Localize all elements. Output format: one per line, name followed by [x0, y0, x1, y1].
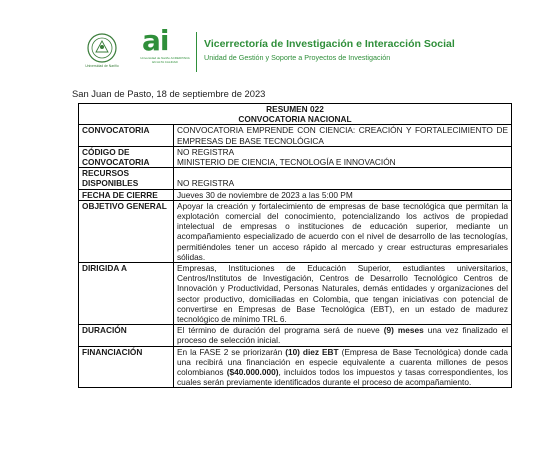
table-row	[79, 346, 512, 388]
table-row	[79, 189, 512, 200]
financiacion-text-c: (Empresa de Base Tecnológica) donde cada una recibirá una financiación en especie equivalente a cuarenta millones de pesos colombianos	[177, 346, 508, 378]
table-row	[79, 168, 512, 189]
financiacion-text-bold-1: (10) diez EBT	[285, 346, 339, 357]
row-value-codigo	[174, 146, 512, 167]
row-label-dirigida: DIRIGIDA A	[79, 263, 174, 325]
ai-logo-caption: Universidad de Nariño ACREDITADA EN ALTA CALIDAD	[140, 56, 190, 64]
duracion-text-a: El término de duración del programa será de nueve	[177, 325, 384, 336]
summary-title-row	[79, 104, 512, 125]
table-row	[79, 200, 512, 262]
row-value-convocatoria: CONVOCATORIA EMPRENDE CON CIENCIA: CREACIÓN Y FORTALECIMIENTO DE EMPRESAS DE BASE TECNOLÓGICA	[174, 125, 512, 146]
university-seal-caption: Universidad de Nariño	[85, 64, 119, 68]
table-row	[79, 325, 512, 346]
row-value-objetivo: Apoyar la creación y fortalecimiento de empresas de base tecnológica que permitan la explotación comercial del conocimiento, potencializando los activos de propiedad intelectual de empresas o instituciones de educación superior, mediante un acompañamiento especializado de acuerdo con el nivel de desarrollo de las tecnologías, permitiéndoles tener un acceso rápido al mercado y crear estructuras empresariales sólidas.	[174, 200, 512, 262]
row-value-dirigida: Empresas, Instituciones de Educación Superior, estudiantes universitarios, Centros/Institutos de Investigación, Centros de Desarrollo Tecnológico Centros de Innovación y Productividad, Personas Naturales, demás entidades y organizaciones del sector productivo, domiciliadas en Colombia, que tengan iniciativas con potencial de convertirse en Empresas de Base Tecnológica (EBT), en un estado de madurez tecnológico de mínimo TRL 6.	[174, 263, 512, 325]
financiacion-text-a: En la FASE 2 se priorizarán	[177, 346, 286, 357]
financiacion-text-e: , incluidos todos los impuestos y tasas correspondientes, los cuales serán previamente identificados durante el proceso de acompañamiento.	[177, 367, 508, 388]
entidad-value: MINISTERIO DE CIENCIA, TECNOLOGÍA E INNOVACIÓN	[177, 157, 396, 168]
institution-title: Vicerrectoría de Investigación e Interacción Social	[204, 38, 455, 50]
row-label-convocatoria: CONVOCATORIA	[79, 125, 174, 146]
table-row	[79, 146, 512, 167]
table-row	[79, 263, 512, 325]
date-line: San Juan de Pasto, 18 de septiembre de 2023	[72, 88, 266, 99]
ai-logo-letters: ai	[142, 24, 169, 57]
row-label-recursos: RECURSOS DISPONIBLES	[79, 168, 174, 189]
row-label-fecha-cierre: FECHA DE CIERRE	[79, 189, 174, 200]
row-value-fecha-cierre: Jueves 30 de noviembre de 2023 a las 5:00 PM	[174, 189, 512, 200]
codigo-value: NO REGISTRA	[177, 146, 235, 157]
row-value-financiacion	[174, 346, 512, 388]
duracion-text-bold: (9) meses	[383, 325, 424, 336]
institution-subtitle: Unidad de Gestión y Soporte a Proyectos de Investigación	[204, 53, 391, 62]
summary-subtitle: CONVOCATORIA NACIONAL	[238, 114, 352, 125]
summary-title-cell	[79, 104, 512, 125]
row-label-duracion: DURACIÓN	[79, 325, 174, 346]
table-row	[79, 125, 512, 146]
financiacion-text-bold-2: ($40.000.000)	[226, 367, 279, 378]
letterhead	[80, 24, 500, 74]
row-value-duracion	[174, 325, 512, 346]
duracion-text-c: una vez finalizado el proceso de selección inicial.	[177, 325, 508, 346]
summary-title: RESUMEN 022	[266, 104, 324, 114]
row-label-objetivo: OBJETIVO GENERAL	[79, 200, 174, 262]
row-value-recursos: NO REGISTRA	[174, 168, 512, 189]
header-divider	[196, 32, 197, 72]
summary-table	[78, 103, 512, 388]
row-label-codigo: CÓDIGO DE CONVOCATORIA	[79, 146, 174, 167]
row-label-financiacion: FINANCIACIÓN	[79, 346, 174, 388]
